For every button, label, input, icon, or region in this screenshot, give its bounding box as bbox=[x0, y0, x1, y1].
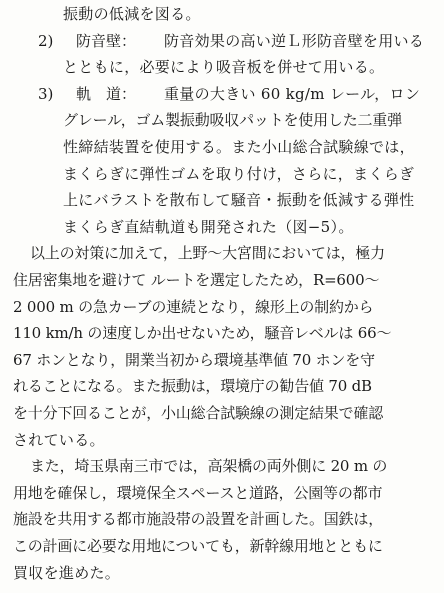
text-line: 67 ホンとなり，開業当初から環境基準値 70 ホンを守 bbox=[13, 351, 375, 369]
text-line: 防音効果の高い逆Ｌ形防音壁を用いる bbox=[164, 32, 425, 50]
text-line: 買収を進めた。 bbox=[13, 564, 121, 582]
text-line: 2 000 m の急カーブの連続となり，線形上の制約から bbox=[13, 298, 374, 316]
text-line: 振動の低減を図る。 bbox=[63, 5, 201, 23]
text-line: 性締結装置を使用する。また小山総合試験線では， bbox=[63, 138, 415, 156]
text-line: 以上の対策に加えて，上野〜大宮間においては，極力 bbox=[30, 244, 385, 262]
text-line: 住居密集地を避けて ルートを選定したため，R=600〜 bbox=[13, 271, 380, 289]
text-line: を十分下回ることが，小山総合試験線の測定結果で確認 bbox=[13, 404, 384, 422]
text-line: まくらぎ直結軌道も開発された（図−5）。 bbox=[63, 218, 354, 236]
text-line: グレール，ゴム製振動吸収パットを使用した二重弾 bbox=[63, 111, 402, 129]
text-line: 用地を確保し，環境保全スペースと道路，公園等の都市 bbox=[13, 484, 383, 502]
text-line: 施設を共用する都市施設帯の設置を計画した。国鉄は， bbox=[13, 510, 384, 528]
text-line: 110 km/h の速度しか出せないため，騒音レベルは 66〜 bbox=[13, 324, 392, 342]
text-line: また，埼玉県南三市では，高架橋の両外側に 20 m の bbox=[30, 457, 388, 475]
item-heading: 防音壁： bbox=[76, 32, 137, 50]
text-line: とともに，必要により吸音板を併せて用いる。 bbox=[63, 58, 385, 76]
item-number: 3) bbox=[38, 85, 54, 103]
text-line: この計画に必要な用地についても，新幹線用地とともに bbox=[13, 537, 383, 555]
text-line: まくらぎに弾性ゴムを取り付け，さらに，まくらぎ bbox=[63, 165, 415, 183]
item-heading: 軌 道： bbox=[76, 85, 137, 103]
text-line: されている。 bbox=[13, 431, 105, 449]
text-line: 重量の大きい 60 kg/m レール，ロン bbox=[164, 85, 421, 103]
text-line: れることになる。また振動は，環境庁の勧告値 70 dB bbox=[13, 377, 372, 395]
item-number: 2) bbox=[38, 32, 54, 50]
text-line: 上にバラストを散布して騒音・振動を低減する弾性 bbox=[63, 191, 415, 209]
